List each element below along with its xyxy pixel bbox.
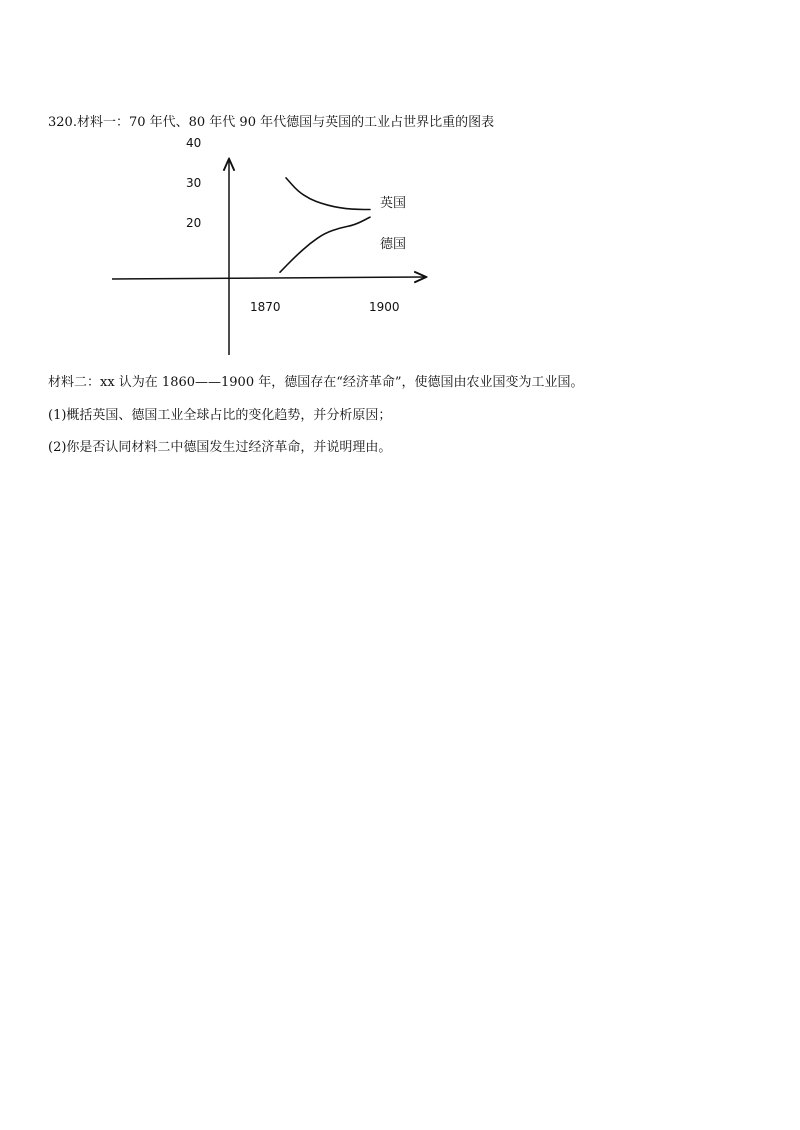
question-heading: 320.材料一：70 年代、80 年代 90 年代德国与英国的工业占世界比重的图表: [48, 115, 495, 130]
series-label-germany: 德国: [380, 237, 407, 252]
series-label-britain: 英国: [380, 196, 407, 211]
industry-share-chart: [0, 0, 800, 380]
material-two-text: 材料二：xx 认为在 1860——1900 年，德国存在“经济革命”，使德国由农业国变为工业国。: [48, 375, 584, 390]
x-tick-label-1900: 1900: [369, 300, 400, 314]
series-line-germany: [280, 217, 370, 272]
x-tick-label-1870: 1870: [250, 300, 281, 314]
x-axis: [112, 277, 425, 279]
sub-question-1: (1)概括英国、德国工业全球占比的变化趋势，并分析原因；: [48, 408, 392, 423]
y-tick-label-40: 40: [186, 136, 202, 150]
y-tick-label-20: 20: [186, 216, 202, 230]
series-line-britain: [286, 178, 370, 210]
sub-question-2: (2)你是否认同材料二中德国发生过经济革命，并说明理由。: [48, 440, 392, 455]
y-tick-label-30: 30: [186, 176, 202, 190]
